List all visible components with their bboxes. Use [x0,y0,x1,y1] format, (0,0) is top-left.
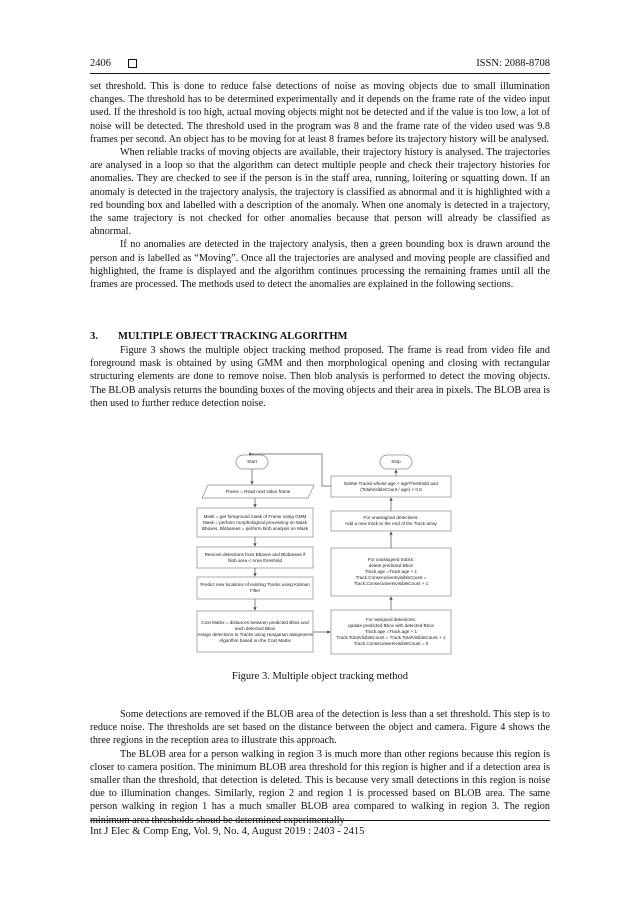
start-label: Start [247,459,257,464]
footer-divider [90,820,550,821]
unassigned-detections-label: For unassigned detections: Add a new track to the end of the Track array [345,515,437,526]
unassigned-tracks-label: For unassigned tracks: delete predicted Bbox Track.age =Track.age + 1 Track.ConsecutiveInvisibleCount = Track.ConsecutiveInvisibleCount + 1 [353,557,429,586]
stop-label: Stop [391,459,401,464]
section-heading [90,331,347,342]
cost-label: Cost Matrix = distances between predicted Bbox and each detected Bbox Assign detections to Tracks using Hungarian assignment Algorithm based on the Cost Matrix [197,619,313,643]
paragraph: set threshold. This is done to reduce false detections of noise as moving objects due to small illumination changes. The threshold has to be determined experimentally and it depends on the frame rate of the video input used. If the threshold is too high, actual moving objects might not be detected and if the value is too low, a lot of noise will be detected. The threshold used in the program was 8 and the frame rate of the video used was 9.8 frames per second. An object has to be moving for at least 8 frames before its trajectory history will be analysed. [90,81,550,145]
paragraph: Some detections are removed if the BLOB area of the detection is less than a set threshold. This step is to reduce noise. The thresholds are set based on the distance between the object and camera. Figure 4 shows the three regions in the reception area to illustrate this approach. [90,709,550,747]
body-text-section [90,344,550,410]
delete-label: Delete Tracks whose age < ageThreshold and (TotalVisibleCount / age) < 0.6 [344,480,438,492]
predict-label: Predict new locations of existing Tracks using Kalman Filter [200,582,310,593]
paragraph: When reliable tracks of moving objects are available, their trajectory history is analysed. The trajectories are analysed in a loop so that the algorithm can detect multiple people and check their trajectory histories for anomalies. They are checked to see if the person is in the staff area, running, loitering or squatting down. If an anomaly is detected in the trajectory analysis, the trajectory is classified as abnormal and it is highlighted with a red bounding box and labelled with a description of the anomaly. When one anomaly is detected in a trajectory, the same trajectory is not checked for other anomalies because that person will already be classified as abnormal. [90,147,550,238]
section-number: 3. [90,331,98,342]
flowchart-figure [194,450,474,664]
assigned-label: For assigned detections: update predicted Bbox with detected Bbox Track.age =Track.age + 1 Track.TotalVisibleCount = Track.TotalVisibleCount + 1 Track.ConsecutiveInvisibleCount = 0 [336,617,446,646]
paragraph: The BLOB area for a person walking in region 3 is much more than other regions because this region is closer to camera position. The minimum BLOB area threshold for this region is higher and if a detection area is smaller than the threshold, that detection is deleted. This is because very small detections in this region is noise due to illumination changes. Similarly, region 2 and region 1 is processed based on BLOB area. The same person walking in region 1 has a much smaller BLOB area compared to walking in region 3. The region minimum area thresholds shoud be determined experimentally [90,748,550,826]
paragraph: If no anomalies are detected in the trajectory analysis, then a green bounding box is drawn around the person and is labelled as “Moving”. Once all the trajectories are analysed and moving people are classified and highlighted, the frame is displayed and the algorithm continues processing the remaining frames until all the frames are processed. The methods used to detect the anomalies are explained in the following sections. [90,239,550,291]
mask-label: Mask = get foreground mask of Frame using GMM Mask = perform morphological processing on Mask Bboxes, Blobareas = perform blob analysis on Mask [201,513,309,531]
page-number: 2406 [90,58,111,69]
issn: ISSN: 2088-8708 [476,58,550,69]
remove-label: Remove detections from Bboxes and Blobareas if blob area < Area threshold [204,551,306,563]
figure-caption: Figure 3. Multiple object tracking method [231,671,409,682]
body-text-bottom [90,708,550,827]
paragraph: Figure 3 shows the multiple object tracking method proposed. The frame is read from video file and foreground mask is obtained by using GMM and then morphological opening and closing with rectangular structuring elements are done to remove noise. Then blob analysis is performed to detect the moving objects. The BLOB analysis returns the bounding boxes of the moving objects and their area in pixels. The BLOB area is then used to further reduce detection noise. [90,345,550,409]
footer-citation: Int J Elec & Comp Eng, Vol. 9, No. 4, August 2019 : 2403 - 2415 [90,826,365,837]
read-frame-label: Frame = Read next video frame [225,488,291,494]
checkbox-square-icon [128,59,137,68]
body-text-top [90,80,550,291]
header-divider [90,73,550,74]
section-title: MULTIPLE OBJECT TRACKING ALGORITHM [118,331,348,342]
